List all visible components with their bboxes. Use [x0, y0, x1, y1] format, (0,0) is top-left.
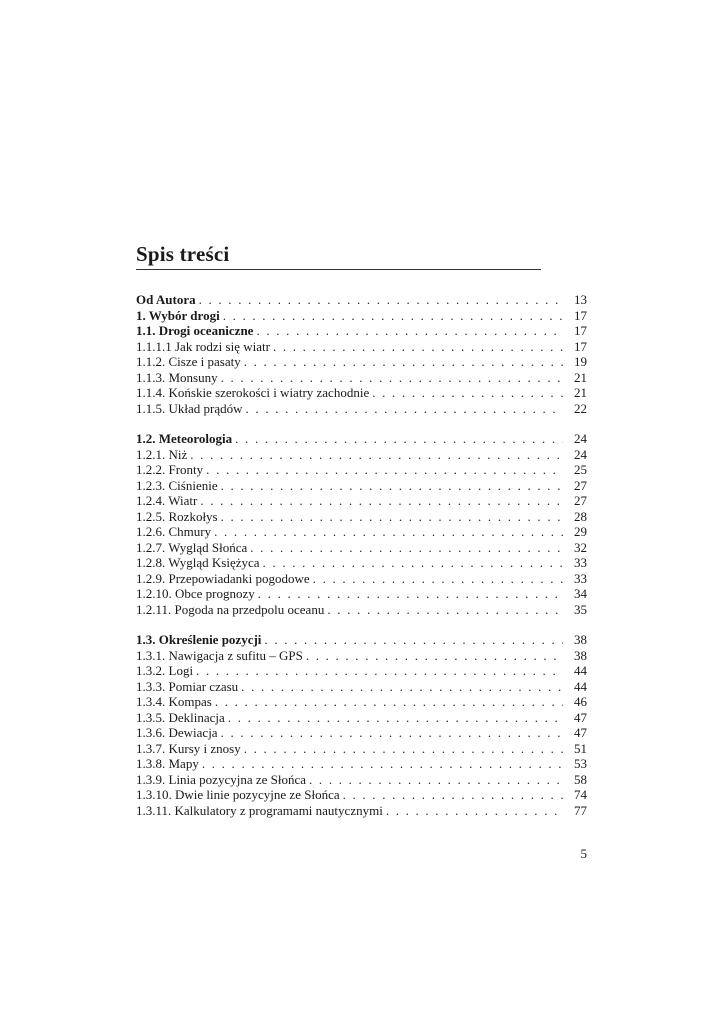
toc-entry-page: 21 [574, 369, 587, 385]
dot-leader [215, 694, 563, 710]
toc-entry-title: 1.2. Meteorologia [136, 431, 233, 446]
toc-entry-page: 24 [574, 431, 587, 446]
toc-entry-page: 29 [574, 524, 587, 539]
toc-entry-title: 1.2.11. Pogoda na przedpolu oceanu [136, 601, 325, 617]
toc-entry [136, 431, 587, 447]
toc-entry-title: 1.2.1. Niż [136, 446, 188, 462]
toc-entry-page: 33 [574, 555, 587, 570]
dot-leader [372, 385, 563, 401]
dot-leader [200, 493, 563, 509]
toc-entry-title: 1.1.5. Układ prądów [136, 400, 243, 416]
toc-entry [136, 602, 587, 618]
dot-leader [309, 772, 563, 788]
dot-leader [190, 447, 563, 463]
toc-entry [136, 292, 587, 308]
toc-entry [136, 571, 587, 587]
dot-leader [273, 339, 563, 355]
toc-entry-page: 44 [574, 663, 587, 678]
toc-entry-page: 17 [574, 323, 587, 338]
dot-leader [221, 478, 563, 494]
toc-entry-title: 1.2.9. Przepowiadanki pogodowe [136, 570, 310, 586]
toc-entry-title: 1.1.1.1 Jak rodzi się wiatr [136, 338, 270, 354]
toc-entry-title: 1.3.7. Kursy i znosy [136, 740, 241, 756]
dot-leader [228, 710, 563, 726]
toc-entry [136, 772, 587, 788]
toc-entry-page: 34 [574, 586, 587, 601]
toc-entry-title: 1. Wybór drogi [136, 307, 220, 323]
toc-entry-title: 1.2.3. Ciśnienie [136, 477, 218, 493]
toc-entry [136, 447, 587, 463]
dot-leader [241, 679, 563, 695]
toc-entry [136, 694, 587, 710]
dot-leader [221, 509, 563, 525]
toc-entry-page: 51 [574, 740, 587, 756]
toc-entry-title: 1.2.7. Wygląd Słońca [136, 539, 248, 555]
toc-entry-page: 27 [574, 477, 587, 493]
toc-entry [136, 524, 587, 540]
toc-entry-page: 44 [574, 678, 587, 694]
toc-entry [136, 509, 587, 525]
toc-entry-page: 13 [574, 292, 587, 307]
toc-entry-page: 22 [574, 400, 587, 416]
dot-leader [263, 555, 563, 571]
dot-leader [199, 292, 563, 308]
toc-entry-title: Od Autora [136, 292, 196, 307]
toc-entry-page: 28 [574, 508, 587, 524]
toc-entry-title: 1.3.5. Deklinacja [136, 709, 225, 725]
heading-divider [136, 269, 541, 270]
toc-entry-page: 38 [574, 647, 587, 663]
toc-entry-title: 1.3.3. Pomiar czasu [136, 678, 239, 694]
toc-entry [136, 803, 587, 819]
dot-leader [327, 602, 563, 618]
toc-entry-title: 1.2.6. Chmury [136, 524, 212, 539]
toc-entry-page: 33 [574, 570, 587, 586]
toc-entry-page: 24 [574, 446, 587, 462]
dot-leader [246, 401, 563, 417]
toc-entry [136, 710, 587, 726]
table-of-contents [136, 292, 587, 818]
toc-entry-title: 1.3.11. Kalkulatory z programami nautycznymi [136, 802, 383, 818]
toc-entry [136, 648, 587, 664]
toc-entry-title: 1.3.6. Dewiacja [136, 725, 218, 740]
toc-entry [136, 741, 587, 757]
dot-leader [221, 725, 563, 741]
toc-entry-page: 53 [574, 756, 587, 771]
toc-entry-page: 17 [574, 338, 587, 354]
toc-entry-page: 46 [574, 694, 587, 709]
dot-leader [235, 431, 563, 447]
toc-entry [136, 354, 587, 370]
toc-entry-title: 1.3.2. Logi [136, 663, 194, 678]
toc-entry [136, 323, 587, 339]
toc-entry [136, 632, 587, 648]
toc-entry-page: 35 [574, 601, 587, 617]
toc-entry-title: 1.2.4. Wiatr [136, 493, 198, 508]
toc-entry [136, 586, 587, 602]
toc-entry-title: 1.2.5. Rozkołys [136, 508, 218, 524]
toc-entry-title: 1.3.4. Kompas [136, 694, 212, 709]
toc-entry-page: 27 [574, 493, 587, 508]
dot-leader [258, 586, 563, 602]
dot-leader [244, 741, 563, 757]
toc-entry-page: 58 [574, 771, 587, 787]
toc-entry-title: 1.3.1. Nawigacja z sufitu – GPS [136, 647, 303, 663]
toc-entry [136, 478, 587, 494]
toc-entry [136, 462, 587, 478]
dot-leader [202, 756, 563, 772]
toc-entry-page: 32 [574, 539, 587, 555]
page-title: Spis treści [136, 242, 230, 266]
dot-leader [244, 354, 563, 370]
dot-leader [256, 323, 563, 339]
dot-leader [313, 571, 563, 587]
toc-entry [136, 555, 587, 571]
dot-leader [264, 632, 563, 648]
toc-entry-page: 38 [574, 632, 587, 647]
toc-entry-page: 47 [574, 709, 587, 725]
toc-entry-title: 1.1. Drogi oceaniczne [136, 323, 254, 338]
toc-entry-title: 1.2.8. Wygląd Księżyca [136, 555, 260, 570]
toc-entry-page: 25 [574, 462, 587, 477]
dot-leader [214, 524, 563, 540]
toc-entry [136, 308, 587, 324]
toc-entry-title: 1.3.9. Linia pozycyjna ze Słońca [136, 771, 307, 787]
dot-leader [343, 787, 563, 803]
toc-entry [136, 385, 587, 401]
toc-entry [136, 663, 587, 679]
toc-entry-page: 19 [574, 354, 587, 369]
dot-leader [250, 540, 563, 556]
toc-entry [136, 493, 587, 509]
toc-entry [136, 370, 587, 386]
toc-entry-page: 77 [574, 802, 587, 818]
toc-entry [136, 401, 587, 417]
toc-entry [136, 540, 587, 556]
toc-entry-title: 1.2.10. Obce prognozy [136, 586, 255, 601]
toc-entry-title: 1.3.8. Mapy [136, 756, 199, 771]
toc-entry-page: 74 [574, 787, 587, 802]
toc-entry [136, 725, 587, 741]
toc-entry-title: 1.2.2. Fronty [136, 462, 204, 477]
dot-leader [206, 462, 563, 478]
toc-entry-title: 1.1.3. Monsuny [136, 369, 218, 385]
page-number: 5 [580, 846, 587, 861]
toc-entry-title: 1.3. Określenie pozycji [136, 632, 262, 647]
toc-entry [136, 679, 587, 695]
toc-entry-title: 1.3.10. Dwie linie pozycyjne ze Słońca [136, 787, 340, 802]
toc-entry-title: 1.1.2. Cisze i pasaty [136, 354, 241, 369]
toc-entry-page: 21 [574, 385, 587, 400]
toc-entry [136, 787, 587, 803]
toc-entry-page: 47 [574, 725, 587, 740]
toc-entry [136, 756, 587, 772]
dot-leader [221, 370, 563, 386]
toc-entry-title: 1.1.4. Końskie szerokości i wiatry zachodnie [136, 385, 370, 400]
dot-leader [223, 308, 563, 324]
toc-entry [136, 339, 587, 355]
dot-leader [306, 648, 563, 664]
toc-entry-page: 17 [574, 307, 587, 323]
dot-leader [386, 803, 563, 819]
dot-leader [196, 663, 563, 679]
